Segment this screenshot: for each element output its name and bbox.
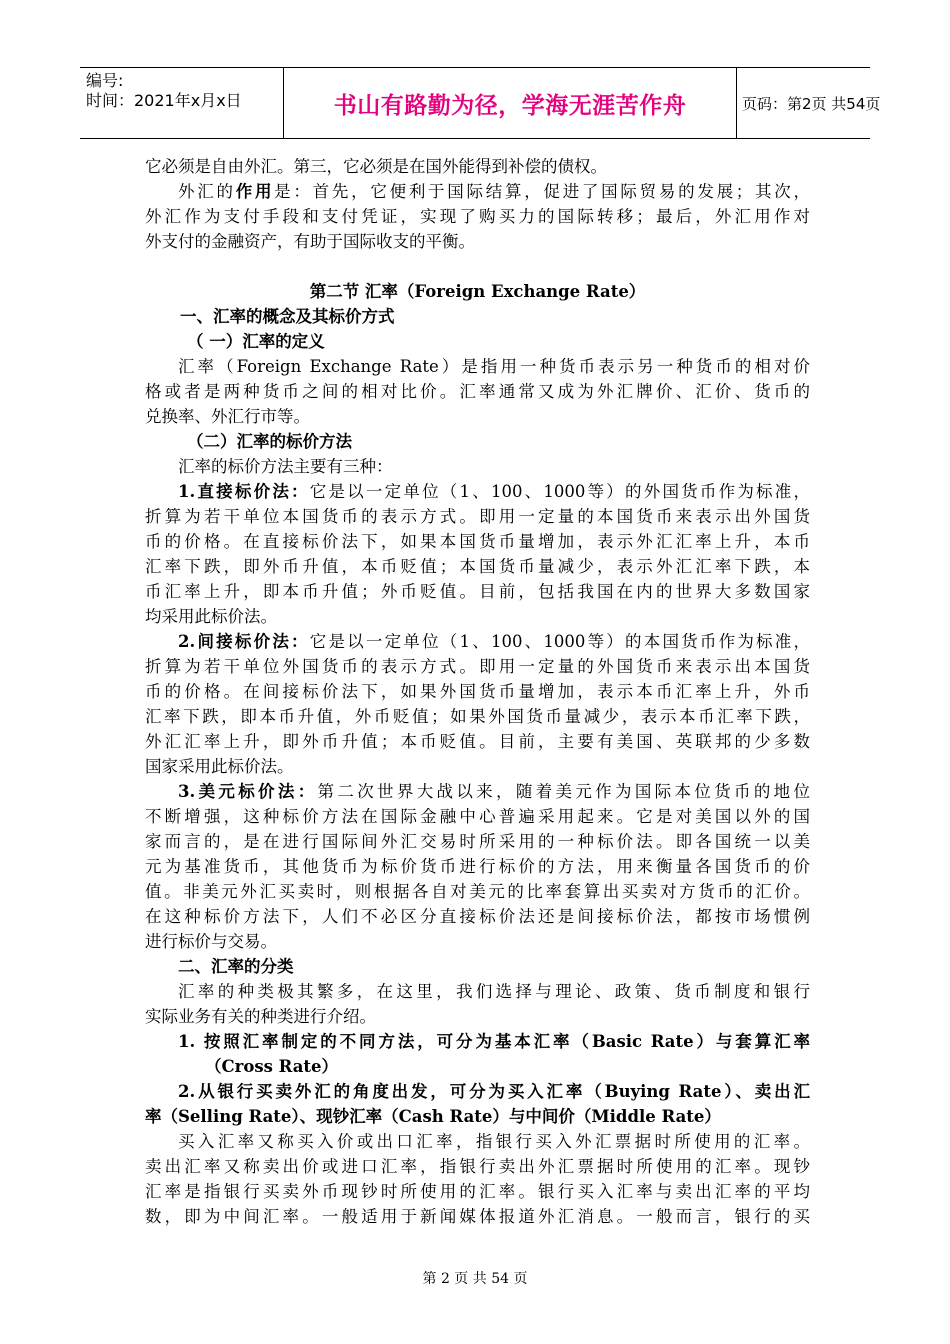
text-line: 1.直接标价法：它是以一定单位（1、100、1000等）的外国货币作为标准， xyxy=(178,482,810,501)
text-line: 它必须是自由外汇。第三，它必须是在国外能得到补偿的债权。 xyxy=(145,157,607,176)
text-line: 国家采用此标价法。 xyxy=(145,757,294,776)
text-line: 数，即为中间汇率。一般适用于新闻媒体报道外汇消息。一般而言，银行的买 xyxy=(145,1207,810,1226)
text-line: 汇率（Foreign Exchange Rate）是指用一种货币表示另一种货币的相对价 xyxy=(178,357,810,376)
heading-1-1: （ 一）汇率的定义 xyxy=(187,332,325,351)
text-line: 实际业务有关的种类进行介绍。 xyxy=(145,1007,376,1026)
text-line: 汇率的种类极其繁多，在这里，我们选择与理论、政策、货币制度和银行 xyxy=(178,982,810,1001)
text-line: 元为基准货币，其他货币为标价货币进行标价的方法，用来衡量各国货币的价 xyxy=(145,857,810,876)
classification-2: 2.从银行买卖外汇的角度出发，可分为买入汇率（Buying Rate）、卖出汇 xyxy=(178,1082,810,1101)
text-line: 卖出汇率又称卖出价或进口汇率，指银行卖出外汇票据时所使用的汇率。现钞 xyxy=(145,1157,810,1176)
classification-2-cont: 率（Selling Rate）、现钞汇率（Cash Rate）与中间价（Middle Rate） xyxy=(145,1107,721,1126)
text-line: 3.美元标价法：第二次世界大战以来，随着美元作为国际本位货币的地位 xyxy=(178,782,810,801)
document-body xyxy=(145,154,810,1229)
heading-1: 一、汇率的概念及其标价方式 xyxy=(180,307,395,326)
text-line: 家而言的，是在进行国际间外汇交易时所采用的一种标价法。即各国统一以美 xyxy=(145,832,810,851)
heading-1-2: （二）汇率的标价方法 xyxy=(187,432,352,451)
text-line: 币的价格。在间接标价法下，如果外国货币量增加，表示本币汇率上升，外币 xyxy=(145,682,810,701)
text-line: 外汇的作用是：首先，它便利于国际结算，促进了国际贸易的发展；其次， xyxy=(178,182,810,201)
text-line: 兑换率、外汇行市等。 xyxy=(145,407,310,426)
text-line: 汇率的标价方法主要有三种： xyxy=(178,457,393,476)
text-line: 折算为若干单位本国货币的表示方式。即用一定量的本国货币来表示出外国货 xyxy=(145,507,810,526)
text-line: 均采用此标价法。 xyxy=(145,607,277,626)
classification-1-cont: （Cross Rate） xyxy=(205,1057,339,1076)
classification-1: 1. 按照汇率制定的不同方法，可分为基本汇率（Basic Rate）与套算汇率 xyxy=(178,1032,810,1051)
text-line: 币汇率上升，即本币升值；外币贬值。目前，包括我国在内的世界大多数国家 xyxy=(145,582,810,601)
text-line: 汇率下跌，即本币升值，外币贬值；如果外国货币量减少，表示本币汇率下跌， xyxy=(145,707,810,726)
text-line: 币的价格。在直接标价法下，如果本国货币量增加，表示外汇汇率上升，本币 xyxy=(145,532,810,551)
section-title: 第二节 汇率（Foreign Exchange Rate） xyxy=(309,282,646,301)
text-line: 在这种标价方法下，人们不必区分直接标价法还是间接标价法，都按市场惯例 xyxy=(145,907,810,926)
text-line: 外支付的金融资产，有助于国际收支的平衡。 xyxy=(145,232,475,251)
page-footer: 第 2 页 共 54 页 xyxy=(422,1271,528,1287)
text-line: 外汇汇率上升，即外币升值；本币贬值。目前，主要有美国、英联邦的少多数 xyxy=(145,732,810,751)
text-line: 进行标价与交易。 xyxy=(145,932,277,951)
page-header xyxy=(80,67,881,139)
text-line: 2.间接标价法：它是以一定单位（1、100、1000等）的本国货币作为标准， xyxy=(178,632,810,651)
heading-2: 二、汇率的分类 xyxy=(178,957,294,976)
text-line: 汇率下跌，即外币升值，本币贬值；本国货币量减少，表示外汇汇率下跌，本 xyxy=(145,557,810,576)
doc-number-label: 编号: xyxy=(86,71,124,90)
text-line: 格或者是两种货币之间的相对比价。汇率通常又成为外汇牌价、汇价、货币的 xyxy=(145,382,810,401)
text-line: 折算为若干单位外国货币的表示方式。即用一定量的外国货币来表示出本国货 xyxy=(145,657,810,676)
text-line: 外汇作为支付手段和支付凭证，实现了购买力的国际转移；最后，外汇用作对 xyxy=(145,207,810,226)
text-line: 值。非美元外汇买卖时，则根据各自对美元的比率套算出买卖对方货币的汇价。 xyxy=(145,882,810,901)
text-line: 汇率是指银行买卖外币现钞时所使用的汇率。银行买入汇率与卖出汇率的平均 xyxy=(145,1182,810,1201)
header-motto: 书山有路勤为径，学海无涯苦作舟 xyxy=(283,68,737,138)
doc-date-label: 时间：2021年x月x日 xyxy=(86,91,242,110)
text-line: 不断增强，这种标价方法在国际金融中心普遍采用起来。它是对美国以外的国 xyxy=(145,807,810,826)
header-info-cell xyxy=(80,68,283,138)
header-page-label: 页码：第2页 共54页 xyxy=(742,94,881,113)
text-line: 买入汇率又称买入价或出口汇率，指银行买入外汇票据时所使用的汇率。 xyxy=(178,1132,810,1151)
